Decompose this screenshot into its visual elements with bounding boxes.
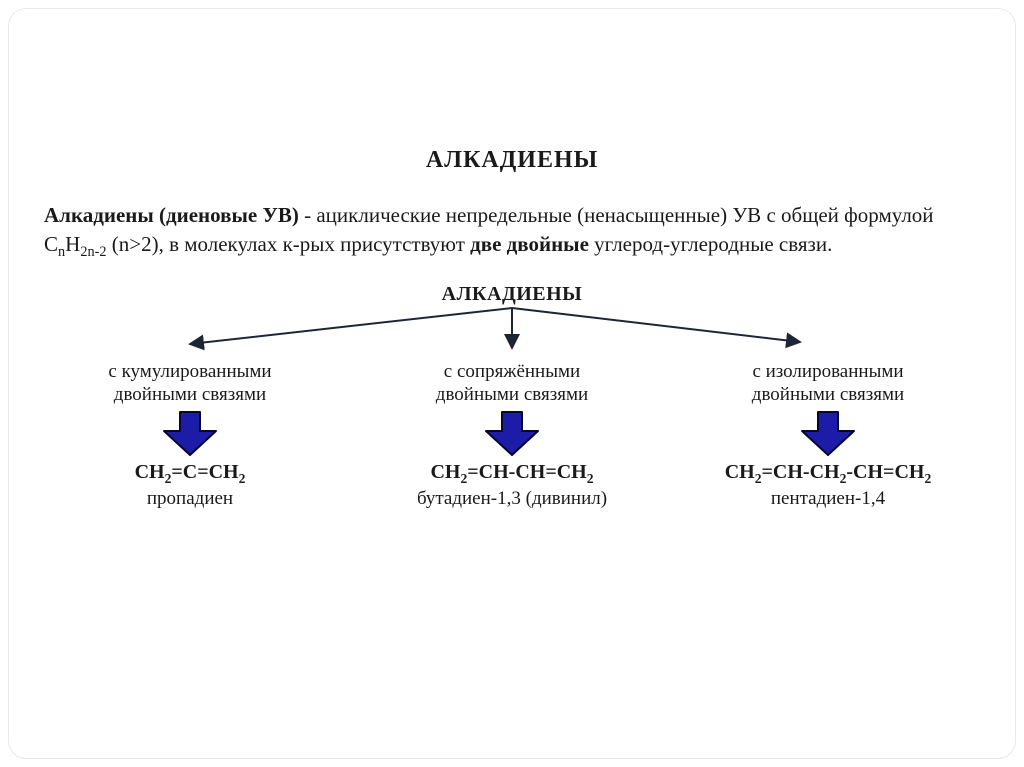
diagram-root-label: АЛКАДИЕНЫ — [441, 283, 583, 305]
branch-label-line1: с сопряжёнными — [443, 361, 581, 382]
branch-label — [752, 360, 904, 406]
branch-column-cumulated — [40, 360, 340, 510]
compound-name: пентадиен-1,4 — [770, 488, 886, 509]
formula: $CH_2=C=CH_2$ — [134, 461, 246, 486]
branch-label-line2: двойными связями — [435, 384, 589, 405]
branch-arrows-icon — [150, 302, 850, 356]
branch-label-line1: с изолированными — [752, 361, 904, 382]
branch-column-isolated — [672, 360, 984, 510]
branch-label-line2: двойными связями — [113, 384, 267, 405]
branch-label-line1: с кумулированными — [108, 361, 272, 382]
formula: $CH_2=CH-CH_2-CH=CH_2$ — [724, 461, 932, 486]
compound-name: бутадиен-1,3 (дивинил) — [416, 488, 608, 509]
down-arrow-icon — [162, 411, 218, 457]
branch-label — [108, 360, 271, 406]
branch-arrow-left-icon — [190, 308, 512, 344]
down-arrow-icon — [800, 411, 856, 457]
branch-label-line2: двойными связями — [751, 384, 905, 405]
definition-paragraph: Алкадиены (диеновые УВ) - ациклические непредельные (ненасыщенные) УВ с общей формулой $C_nH_{2n-2}$ (n>2), в молекулах к-рых присутствуют две двойные углерод-углеродные связи. — [44, 203, 934, 261]
down-arrow-icon — [484, 411, 540, 457]
branch-column-conjugated — [362, 360, 662, 510]
page-title: АЛКАДИЕНЫ — [425, 147, 599, 173]
compound-name: пропадиен — [146, 488, 234, 509]
formula: $CH_2=CH-CH=CH_2$ — [430, 461, 594, 486]
branch-arrow-right-icon — [512, 308, 800, 342]
branch-label — [436, 360, 588, 406]
